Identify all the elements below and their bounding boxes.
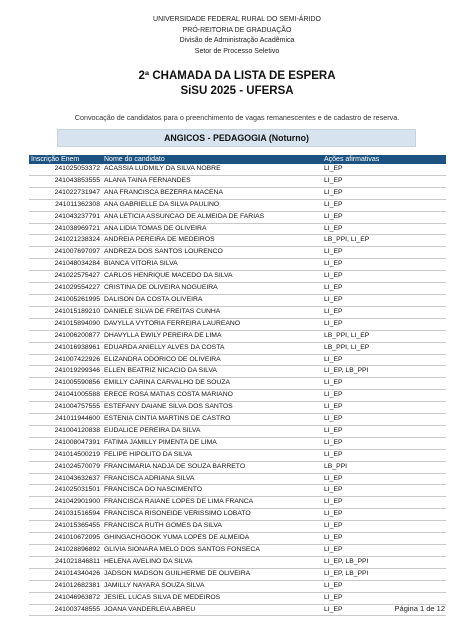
candidate-name-cell: ESTEFANY DAIANE SILVA DOS SANTOS [102,402,322,414]
affirmative-actions-cell: LI_EP [322,414,446,426]
table-row [29,604,446,616]
table-row [29,330,446,342]
table-row [29,580,446,592]
table-row [29,437,446,449]
enem-number-cell: 241005590856 [29,378,102,390]
table-row [29,354,446,366]
course-heading: ANGICOS - PEDAGOGIA (Noturno) [57,129,416,147]
affirmative-actions-cell: LI_EP [322,318,446,330]
affirmative-actions-cell: LI_EP [322,402,446,414]
table-row [29,164,446,175]
affirmative-actions-cell: LB_PPI [322,461,446,473]
candidate-name-cell: HELENA AVELINO DA SILVA [102,556,322,568]
candidate-name-cell: FATIMA JAMILLY PIMENTA DE LIMA [102,437,322,449]
candidate-name-cell: JOANA VANDERLEIA ABREU [102,604,322,616]
table-row [29,461,446,473]
table-row [29,509,446,521]
table-row [29,247,446,259]
table-row [29,175,446,187]
candidate-name-cell: GLIVIA SIONARA MELO DOS SANTOS FONSECA [102,545,322,557]
enem-number-cell: 241022731947 [29,187,102,199]
enem-number-cell: 241031516594 [29,509,102,521]
affirmative-actions-cell: LI_EP [322,271,446,283]
candidate-name-cell: ALANA TAINA FERNANDES [102,175,322,187]
enem-number-cell: 241028896892 [29,545,102,557]
candidate-name-cell: JESIEL LUCAS SILVA DE MEDEIROS [102,592,322,604]
table-row [29,318,446,330]
candidate-name-cell: FRANCISCA RUTH GOMES DA SILVA [102,521,322,533]
candidate-name-cell: CARLOS HENRIQUE MACEDO DA SILVA [102,271,322,283]
table-row [29,414,446,426]
enem-number-cell: 241042901900 [29,497,102,509]
candidate-name-cell: EMILLY CARINA CARVALHO DE SOUZA [102,378,322,390]
table-row [29,521,446,533]
enem-number-cell: 241007422926 [29,354,102,366]
table-header-row [29,155,446,164]
affirmative-actions-cell: LI_EP [322,473,446,485]
table-row [29,283,446,295]
document-description: Convocação de candidatos para o preenchimento de vagas remanescentes e de cadastro de reserva. [74,113,400,122]
candidate-name-cell: ELIZANDRA ODORICO DE OLIVEIRA [102,354,322,366]
candidate-name-cell: ERECE ROSA MATIAS COSTA MARIANO [102,390,322,402]
document-header [0,15,474,57]
enem-number-cell: 241046963872 [29,592,102,604]
affirmative-actions-cell: LB_PPI, LI_EP [322,330,446,342]
affirmative-actions-cell: LI_EP [322,509,446,521]
table-row [29,211,446,223]
enem-number-cell: 241048034284 [29,259,102,271]
sector-name: Setor de Processo Seletivo [194,47,280,55]
enem-number-cell: 241043632637 [29,473,102,485]
enem-number-cell: 241004120838 [29,425,102,437]
affirmative-actions-cell: LB_PPI, LI_EP [322,342,446,354]
enem-number-cell: 241021846811 [29,556,102,568]
enem-number-cell: 241010672095 [29,533,102,545]
affirmative-actions-cell: LB_PPI, LI_EP [322,235,446,247]
table-row [29,378,446,390]
enem-number-cell: 241029554227 [29,283,102,295]
table-row [29,223,446,235]
candidate-name-cell: GHINGACHGOOK YUMA LOPES DE ALMEIDA [102,533,322,545]
affirmative-actions-cell: LI_EP [322,604,446,616]
enem-number-cell: 241011362308 [29,199,102,211]
candidate-name-cell: BIANCA VITORIA SILVA [102,259,322,271]
affirmative-actions-cell: LI_EP [322,223,446,235]
candidate-name-cell: ANDREZA DOS SANTOS LOURENCO [102,247,322,259]
enem-number-cell: 241014340426 [29,568,102,580]
document-subtitle: SiSU 2025 - UFERSA [180,85,294,97]
candidate-name-cell: FRANCISCA RISONEIDE VERISSIMO LOBATO [102,509,322,521]
enem-number-cell: 241015894090 [29,318,102,330]
candidate-name-cell: FRANCISCA RAIANE LOPES DE LIMA FRANCA [102,497,322,509]
candidate-name-cell: ANA LETICIA ASSUNCAO DE ALMEIDA DE FARIAS [102,211,322,223]
enem-number-cell: 241004757555 [29,402,102,414]
affirmative-actions-cell: LI_EP, LB_PPI [322,366,446,378]
table-row [29,271,446,283]
candidate-name-cell: ACASSIA LUDMILY DA SILVA NOBRE [102,164,322,175]
candidate-name-cell: ANA LIDIA TOMAS DE OLIVEIRA [102,223,322,235]
enem-number-cell: 241003748555 [29,604,102,616]
table-row [29,545,446,557]
enem-number-cell: 241019299346 [29,366,102,378]
table-row [29,199,446,211]
enem-number-cell: 241043853555 [29,175,102,187]
affirmative-actions-cell: LI_EP [322,390,446,402]
candidate-name-cell: FRANCIMARIA NADJA DE SOUZA BARRETO [102,461,322,473]
enem-number-cell: 241016938961 [29,342,102,354]
enem-number-cell: 241043237791 [29,211,102,223]
affirmative-actions-cell: LI_EP [322,545,446,557]
enem-number-cell: 241021238324 [29,235,102,247]
table-row [29,485,446,497]
affirmative-actions-cell: LI_EP [322,247,446,259]
candidates-table [29,155,446,616]
enem-number-cell: 241025053372 [29,164,102,175]
candidate-name-cell: JADSON MADSON GUILHERME DE OLIVEIRA [102,568,322,580]
candidate-name-cell: FRANCISCA DO NASCIMENTO [102,485,322,497]
affirmative-actions-cell: LI_EP, LB_PPI [322,568,446,580]
affirmative-actions-cell: LI_EP [322,378,446,390]
candidate-name-cell: FRANCISCA ADRIANA SILVA [102,473,322,485]
table-row [29,390,446,402]
affirmative-actions-cell: LI_EP [322,283,446,295]
enem-number-cell: 241024570079 [29,461,102,473]
enem-number-cell: 241014500219 [29,449,102,461]
enem-number-cell: 241025031501 [29,485,102,497]
enem-number-cell: 241008047391 [29,437,102,449]
enem-number-cell: 241015365455 [29,521,102,533]
enem-number-cell: 241038969721 [29,223,102,235]
affirmative-actions-cell: LI_EP [322,199,446,211]
table-row [29,533,446,545]
table-row [29,568,446,580]
page-number: Página 1 de 12 [394,604,445,613]
affirmative-actions-cell: LI_EP [322,187,446,199]
affirmative-actions-cell: LI_EP [322,354,446,366]
table-row [29,366,446,378]
enem-number-cell: 241006200877 [29,330,102,342]
affirmative-actions-cell: LI_EP [322,580,446,592]
enem-number-cell: 241007697097 [29,247,102,259]
table-row [29,342,446,354]
enem-number-cell: 241015189210 [29,306,102,318]
affirmative-actions-cell: LI_EP [322,425,446,437]
candidate-name-cell: ANA GABRIELLE DA SILVA PAULINO [102,199,322,211]
enem-number-cell: 241005261995 [29,294,102,306]
division-name: Divisão de Administração Acadêmica [179,37,295,44]
table-row [29,592,446,604]
affirmative-actions-cell: LI_EP [322,437,446,449]
table-row [29,556,446,568]
table-row [29,473,446,485]
column-header-enem: Inscrição Enem [29,155,102,164]
table-row [29,259,446,271]
candidate-name-cell: ANDREIA PEREIRA DE MEDEIROS [102,235,322,247]
affirmative-actions-cell: LI_EP [322,164,446,175]
enem-number-cell: 241022575427 [29,271,102,283]
column-header-name: Nome do candidato [102,155,322,164]
column-header-actions: Ações afirmativas [322,155,446,164]
affirmative-actions-cell: LI_EP [322,306,446,318]
affirmative-actions-cell: LI_EP [322,521,446,533]
affirmative-actions-cell: LI_EP [322,533,446,545]
affirmative-actions-cell: LI_EP [322,497,446,509]
candidate-name-cell: FELIPE HIPOLITO DA SILVA [102,449,322,461]
enem-number-cell: 241012682381 [29,580,102,592]
affirmative-actions-cell: LI_EP [322,211,446,223]
candidate-name-cell: DANIELE SILVA DE FREITAS CUNHA [102,306,322,318]
enem-number-cell: 241011944600 [29,414,102,426]
affirmative-actions-cell: LI_EP [322,449,446,461]
candidate-name-cell: DHAVYLLA EWILY PEREIRA DE LIMA [102,330,322,342]
affirmative-actions-cell: LI_EP [322,485,446,497]
table-body [29,164,446,616]
candidate-name-cell: DAVYLLA VYTORIA FERREIRA LAUREANO [102,318,322,330]
table-row [29,449,446,461]
pro-rectory-name: PRÓ-REITORIA DE GRADUAÇÃO [182,26,292,34]
document-title: 2ª CHAMADA DA LISTA DE ESPERA [138,70,336,82]
table-row [29,497,446,509]
table-row [29,425,446,437]
affirmative-actions-cell: LI_EP [322,592,446,604]
affirmative-actions-cell: LI_EP [322,294,446,306]
table-row [29,306,446,318]
candidate-name-cell: JAMILLY NAYARA SOUZA SILVA [102,580,322,592]
affirmative-actions-cell: LI_EP, LB_PPI [322,556,446,568]
candidate-name-cell: CRISTINA DE OLIVEIRA NOGUEIRA [102,283,322,295]
enem-number-cell: 241041005588 [29,390,102,402]
table-row [29,294,446,306]
table-row [29,235,446,247]
table-row [29,187,446,199]
candidate-name-cell: ESTENIA CINTIA MARTINS DE CASTRO [102,414,322,426]
candidate-name-cell: EUDALICE PEREIRA DA SILVA [102,425,322,437]
candidate-name-cell: ELLEN BEATRIZ NICACIO DA SILVA [102,366,322,378]
affirmative-actions-cell: LI_EP [322,175,446,187]
candidate-name-cell: DALISON DA COSTA OLIVEIRA [102,294,322,306]
affirmative-actions-cell: LI_EP [322,259,446,271]
candidate-name-cell: ANA FRANCISCA BEZERRA MACENA [102,187,322,199]
table-row [29,402,446,414]
university-name: UNIVERSIDADE FEDERAL RURAL DO SEMI-ÁRIDO [153,16,321,23]
candidate-name-cell: EDUARDA ANIELLY ALVES DA COSTA [102,342,322,354]
